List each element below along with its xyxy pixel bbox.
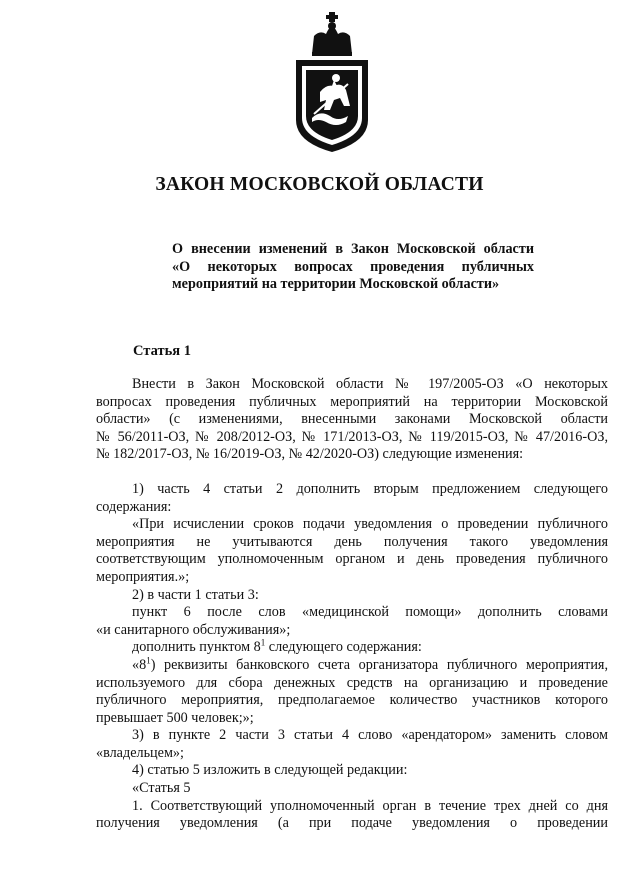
text-run: «8 (132, 656, 147, 673)
text-run: ) реквизиты банковского счета организатора публичного мероприятия, (150, 656, 608, 673)
paragraph-line: 3) в пункте 2 части 3 статьи 4 слово «арендатором» заменить словом (132, 727, 608, 744)
paragraph-line: области» (с изменениями, внесенными законами Московской области (96, 411, 608, 428)
paragraph-line: «Статья 5 (132, 780, 191, 797)
article-body (96, 376, 608, 833)
paragraph-line: 4) статью 5 изложить в следующей редакции: (132, 762, 408, 779)
paragraph-line: содержания: (96, 498, 172, 515)
paragraph-line (96, 639, 608, 657)
paragraph-line: публичного мероприятия, предполагаемое количество участников которого (96, 692, 608, 709)
article-heading: Статья 1 (133, 343, 191, 359)
paragraph-line (96, 657, 608, 675)
law-subtitle (172, 241, 534, 294)
law-title: ЗАКОН МОСКОВСКОЙ ОБЛАСТИ (155, 174, 484, 195)
paragraph-line: «При исчислении сроков подачи уведомления о проведении публичного (132, 516, 608, 533)
superscript: 1 (260, 637, 266, 648)
text-run: дополнить пунктом 8 (132, 639, 261, 656)
paragraph-line: 1) часть 4 статьи 2 дополнить вторым предложением следующего (132, 480, 608, 497)
paragraph-line: 2) в части 1 статьи 3: (132, 586, 259, 603)
superscript: 1 (146, 655, 151, 666)
paragraph-line: Внести в Закон Московской области № 197/2005-ОЗ «О некоторых (132, 376, 608, 392)
paragraph-line: соответствующим уполномоченным органом и день проведения публичного (96, 551, 608, 568)
paragraph-line: «и санитарного обслуживания»; (96, 621, 291, 638)
paragraph-line: пункт 6 после слов «медицинской помощи» дополнить словами (132, 604, 608, 621)
text-run: следующего содержания: (265, 639, 422, 656)
paragraph-line: мероприятия.»; (96, 568, 190, 585)
subtitle-line: мероприятий на территории Московской области» (172, 276, 500, 292)
paragraph-line: мероприятия не учитываются день получения такого уведомления (96, 533, 608, 550)
paragraph-line: получения уведомления (а при подаче уведомления о проведении (96, 815, 608, 832)
subtitle-line: «О некоторых вопросах проведения публичных (172, 258, 534, 275)
paragraph-line: превышает 500 человек;»; (96, 709, 254, 726)
moscow-oblast-coat-of-arms-emblem (290, 10, 374, 154)
paragraph-line: вопросах проведения публичных мероприятий на территории Московской (96, 393, 608, 410)
paragraph-spacer (96, 464, 608, 481)
paragraph-line: 1. Соответствующий уполномоченный орган в течение трех дней со дня (132, 797, 608, 814)
subtitle-line: О внесении изменений в Закон Московской области (172, 241, 534, 257)
paragraph-line: «владельцем»; (96, 744, 184, 761)
paragraph-line: используемого для сбора денежных средств на организацию и проведение (96, 674, 608, 691)
paragraph-line: № 56/2011-ОЗ, № 208/2012-ОЗ, № 171/2013-ОЗ, № 119/2015-ОЗ, № 47/2016-ОЗ, (96, 428, 608, 445)
paragraph-line: № 182/2017-ОЗ, № 16/2019-ОЗ, № 42/2020-ОЗ) следующие изменения: (96, 446, 524, 463)
